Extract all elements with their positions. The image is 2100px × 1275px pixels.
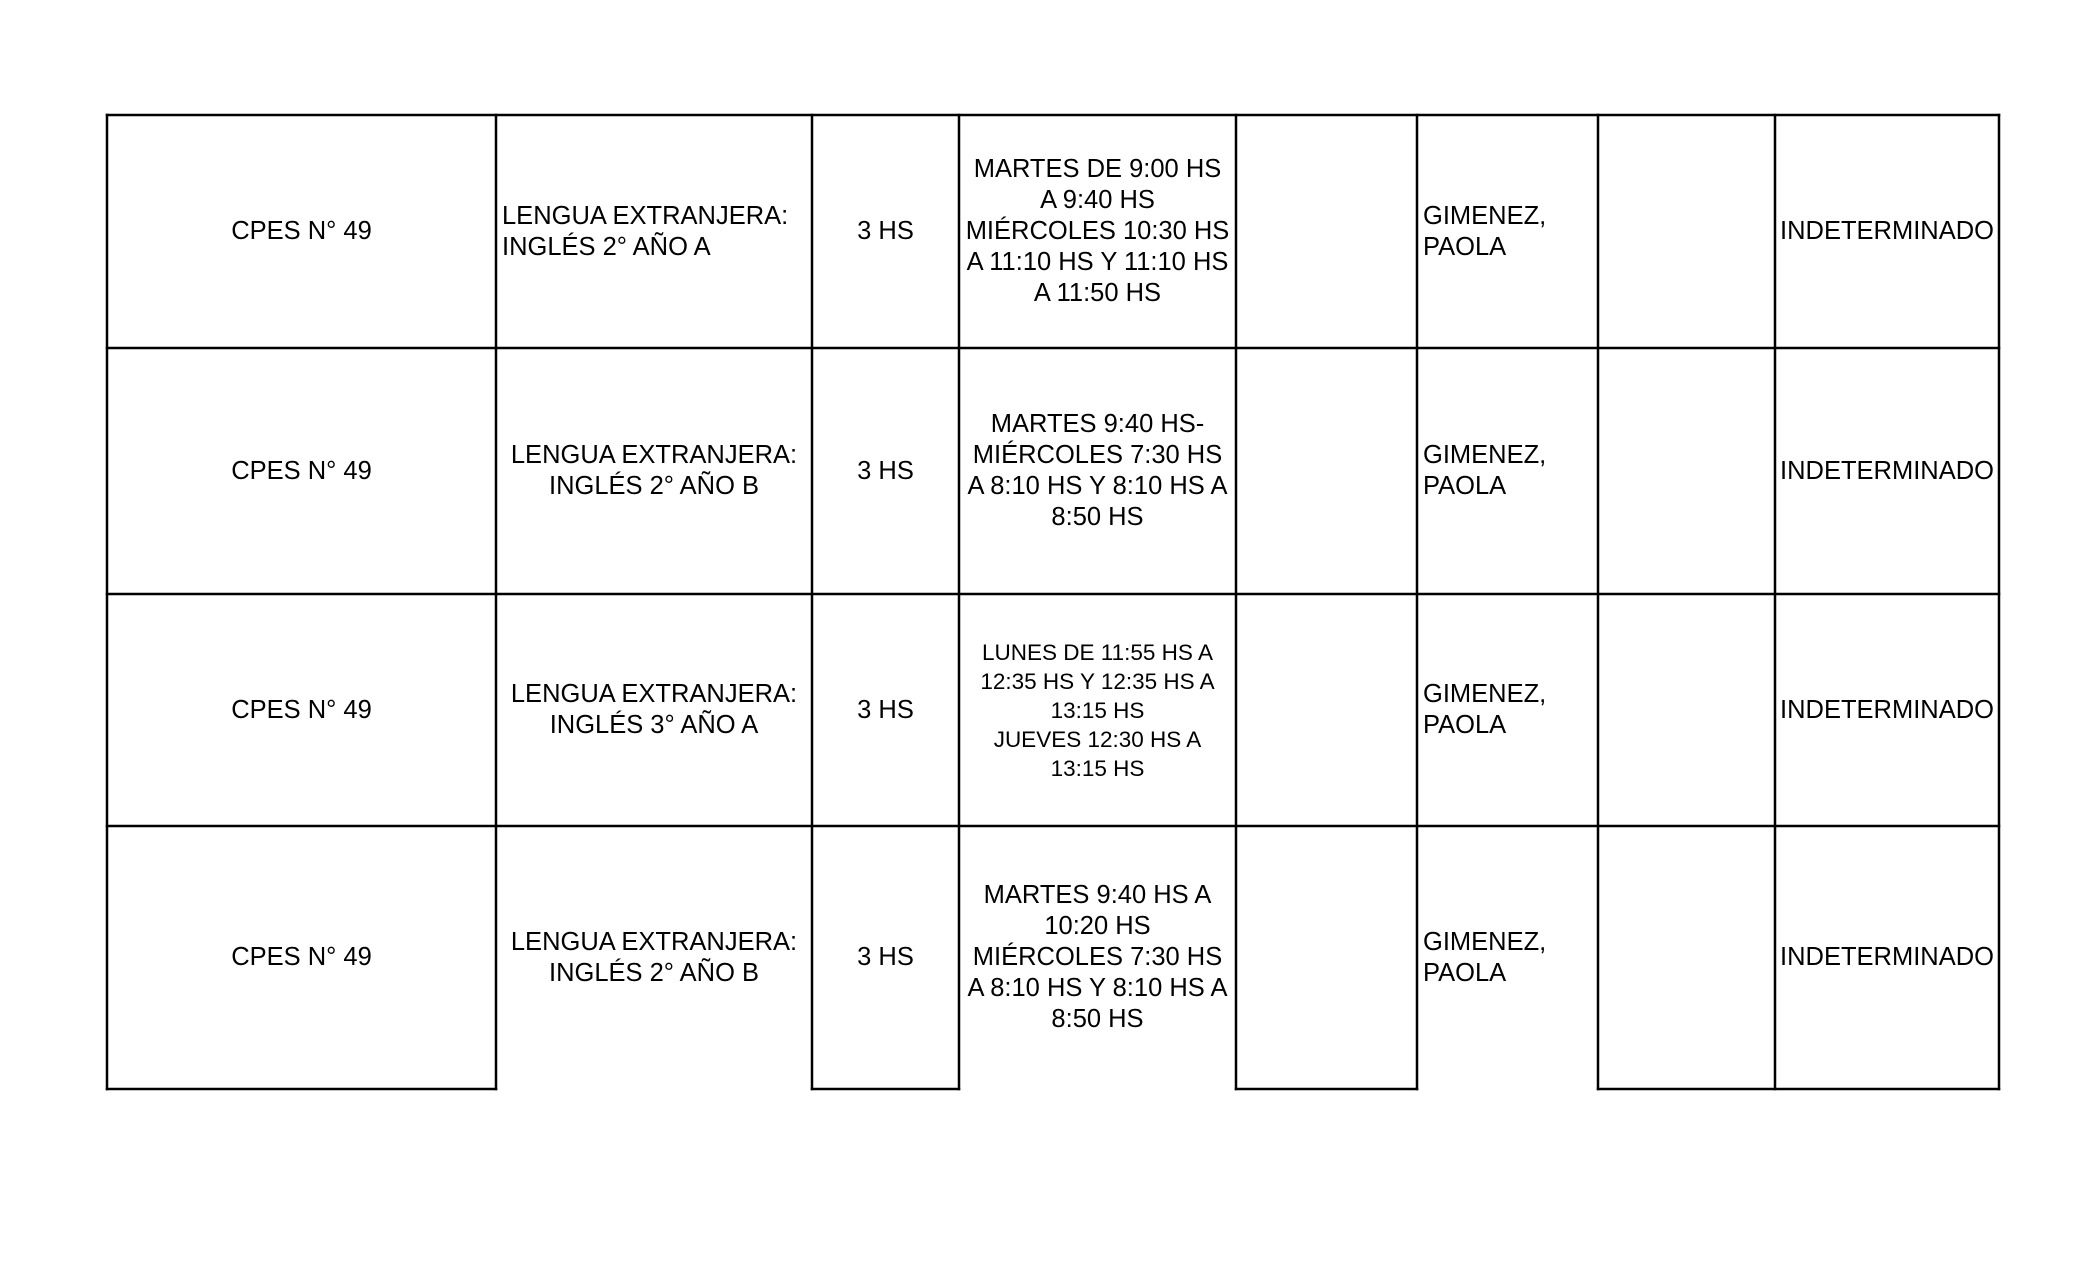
subject-cell: LENGUA EXTRANJERA: INGLÉS 2° AÑO A xyxy=(502,201,789,261)
teacher-cell: GIMENEZ, PAOLA xyxy=(1423,927,1547,987)
status-cell: INDETERMINADO xyxy=(1780,456,1994,485)
status-cell: INDETERMINADO xyxy=(1780,943,1994,971)
teacher-cell: GIMENEZ, PAOLA xyxy=(1423,201,1547,261)
hours-cell: 3 HS xyxy=(857,943,914,971)
schedule-cell: LUNES DE 11:55 HS A 12:35 HS Y 12:35 HS A 13:15 HS JUEVES 12:30 HS A 13:15 HS xyxy=(980,639,1215,781)
subject-cell: LENGUA EXTRANJERA: INGLÉS 2° AÑO B xyxy=(510,927,798,987)
institution-cell: CPES N° 49 xyxy=(231,456,372,485)
teacher-cell: GIMENEZ, PAOLA xyxy=(1423,680,1547,739)
status-cell: INDETERMINADO xyxy=(1780,217,1994,245)
status-cell: INDETERMINADO xyxy=(1780,695,1994,724)
schedule-cell: MARTES 9:40 HS A 10:20 HS MIÉRCOLES 7:30 HS A 8:10 HS Y 8:10 HS A 8:50 HS xyxy=(967,881,1228,1033)
teacher-cell: GIMENEZ, PAOLA xyxy=(1423,441,1547,500)
hours-cell: 3 HS xyxy=(857,217,914,245)
institution-cell: CPES N° 49 xyxy=(231,943,372,971)
schedule-cell: MARTES 9:40 HS- MIÉRCOLES 7:30 HS A 8:10 HS Y 8:10 HS A 8:50 HS xyxy=(967,410,1228,531)
schedule-cell: MARTES DE 9:00 HS A 9:40 HS MIÉRCOLES 10:30 HS A 11:10 HS Y 11:10 HS A 11:50 HS xyxy=(965,155,1230,307)
institution-cell: CPES N° 49 xyxy=(231,695,372,724)
subject-cell: LENGUA EXTRANJERA: INGLÉS 3° AÑO A xyxy=(510,680,798,739)
hours-cell: 3 HS xyxy=(857,695,914,724)
hours-cell: 3 HS xyxy=(857,456,914,485)
institution-cell: CPES N° 49 xyxy=(231,217,372,245)
subject-cell: LENGUA EXTRANJERA: INGLÉS 2° AÑO B xyxy=(510,441,798,500)
